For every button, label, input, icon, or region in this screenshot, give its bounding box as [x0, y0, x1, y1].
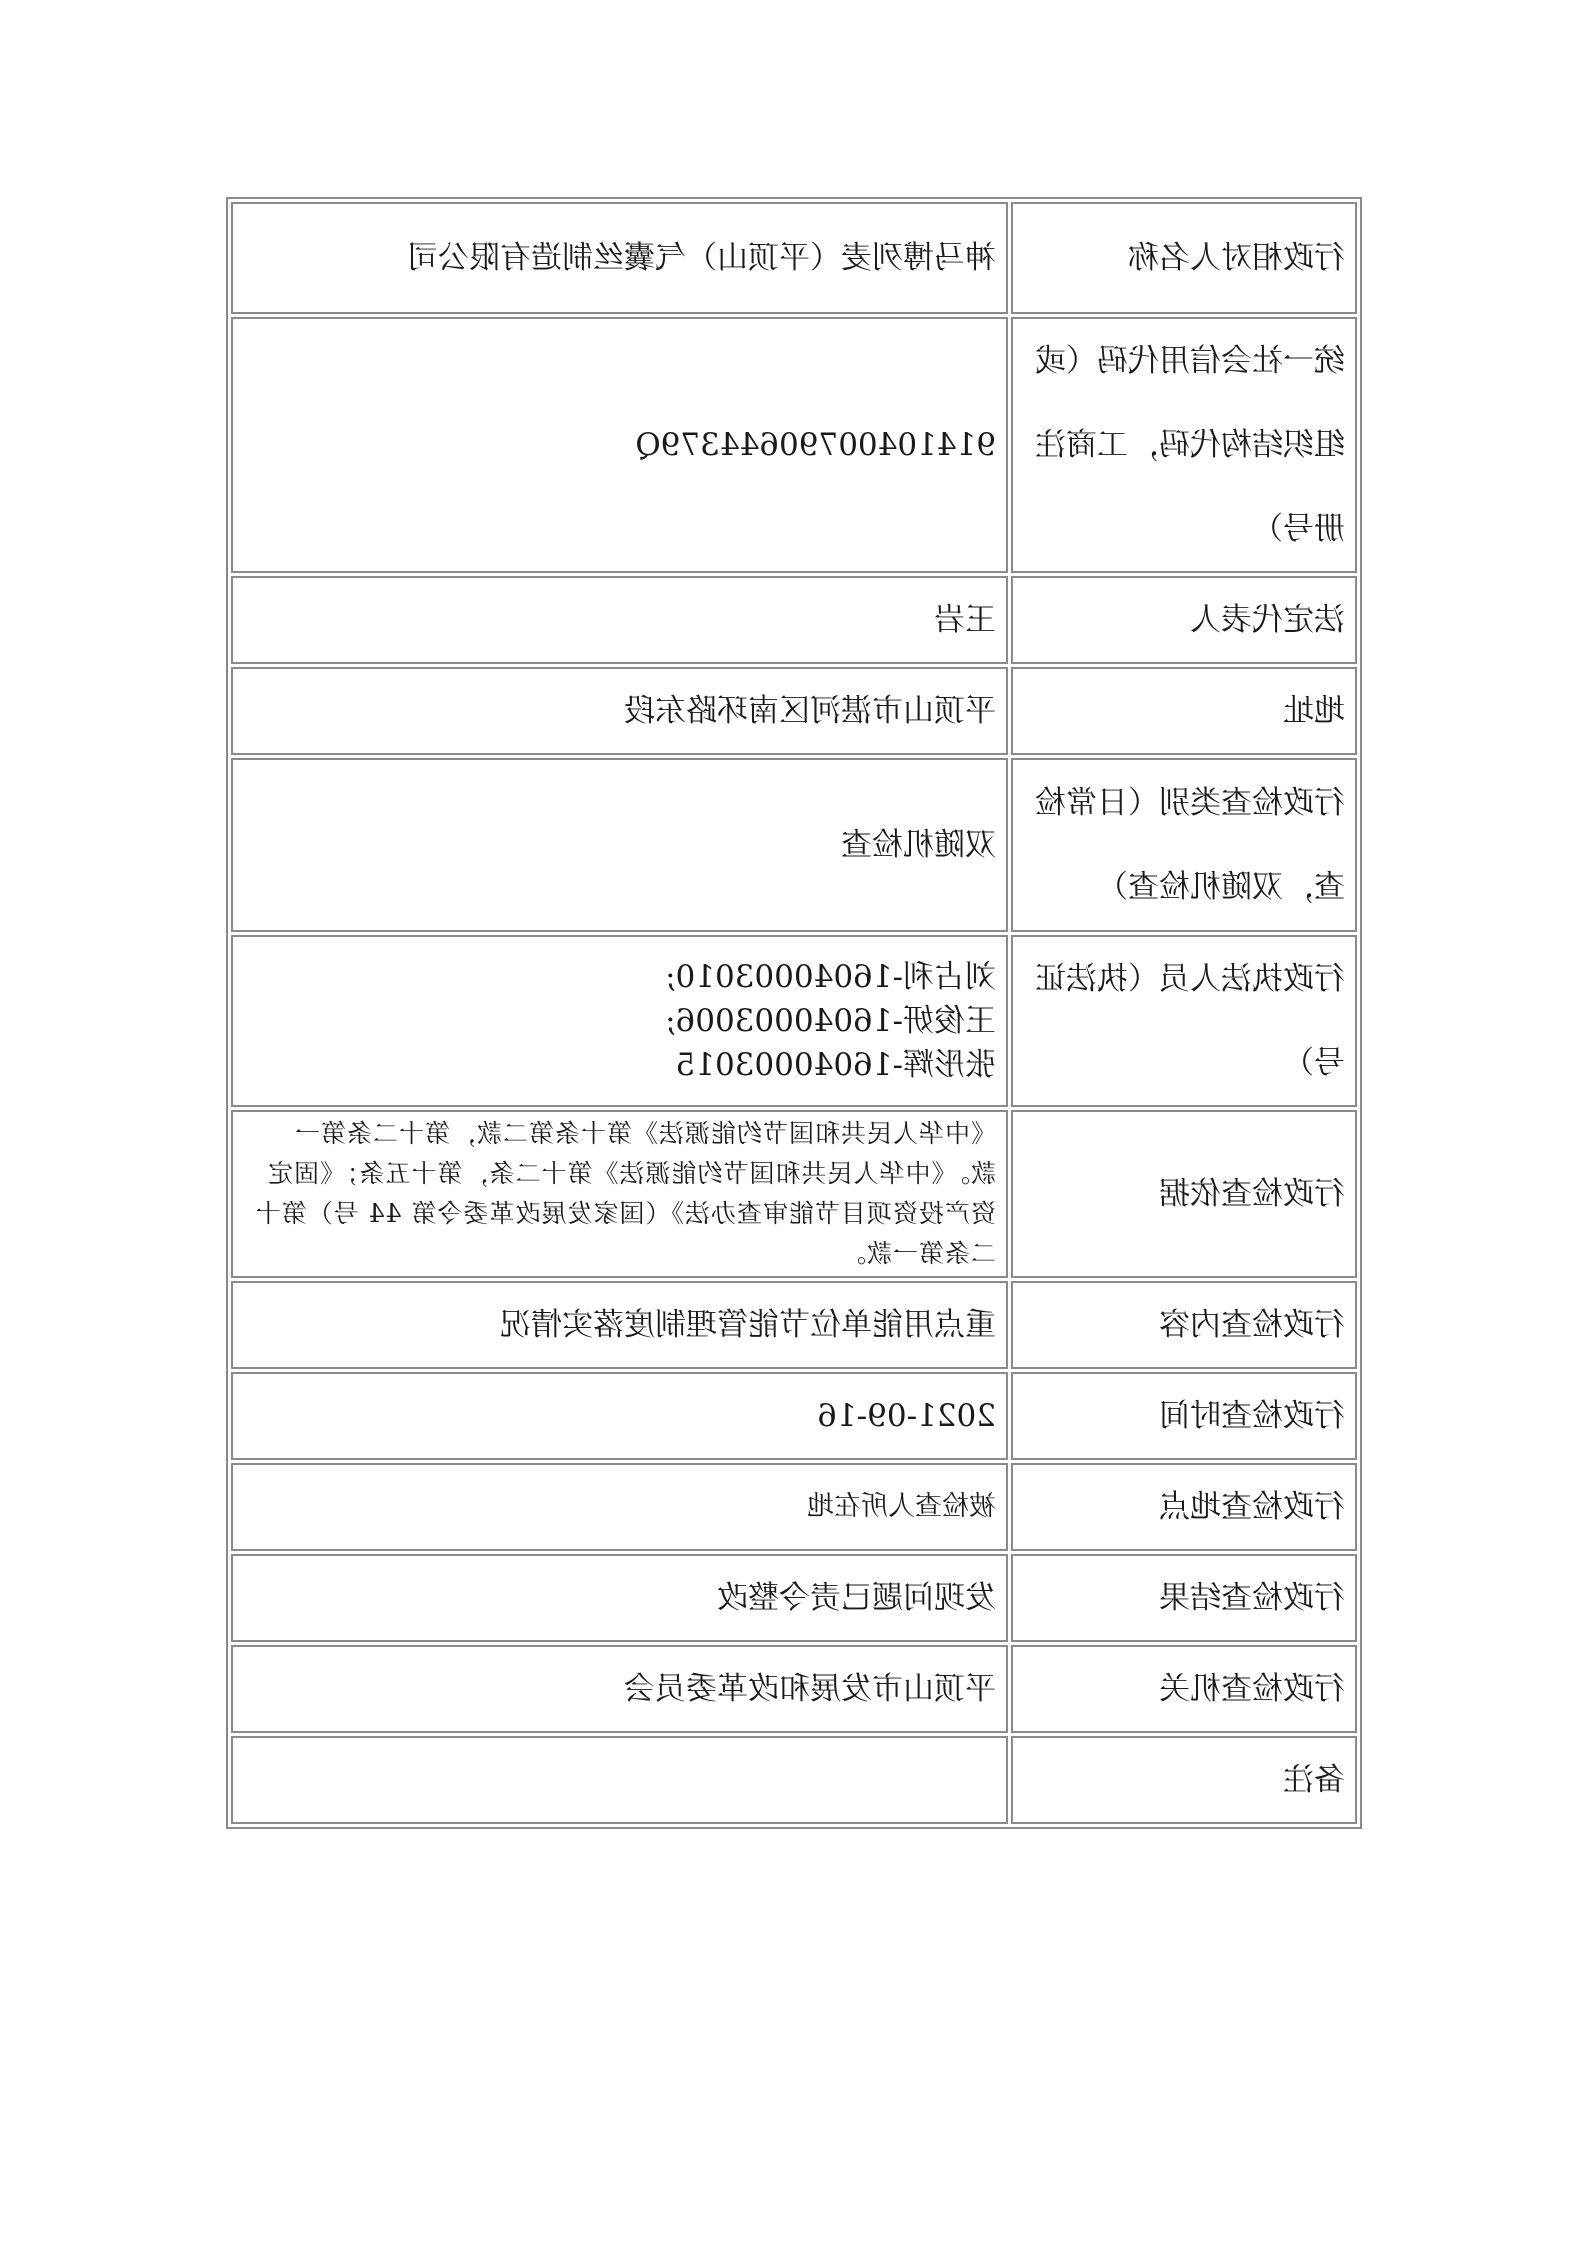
officer-entry: 王俊妍-16040003006;: [665, 1003, 996, 1039]
table-row: [231, 1554, 1357, 1642]
table-row: [231, 1372, 1357, 1460]
row-value: 平顶山市发展和改革委员会: [231, 1645, 1008, 1733]
table-row: [231, 1463, 1357, 1551]
row-label: 行政检查内容: [1011, 1281, 1357, 1369]
row-label: 行政检查类别（日常检查，双随机检查）: [1011, 758, 1357, 932]
row-label: 行政检查地点: [1011, 1463, 1357, 1551]
row-value: 平顶山市湛河区南环路东段: [231, 667, 1008, 755]
table-row: [231, 317, 1357, 573]
row-value: 被检查人所在地: [231, 1463, 1008, 1551]
row-value: 发现问题已责令整改: [231, 1554, 1008, 1642]
row-label: 行政检查结果: [1011, 1554, 1357, 1642]
table-row: [231, 576, 1357, 664]
row-label: 统一社会信用代码（或组织结构代码，工商注册号）: [1011, 317, 1357, 573]
inspection-record-table: [226, 197, 1362, 1829]
row-label: 地址: [1011, 667, 1357, 755]
row-label: 备注: [1011, 1736, 1357, 1824]
table-row: [231, 667, 1357, 755]
row-label: 行政检查依据: [1011, 1110, 1357, 1278]
row-label: 法定代表人: [1011, 576, 1357, 664]
table-row: [231, 935, 1357, 1107]
row-value: 神马博列麦（平顶山）气囊丝制造有限公司: [231, 202, 1008, 314]
table-row: [231, 1281, 1357, 1369]
officer-entry: 刘占利-16040003010;: [665, 959, 996, 995]
row-label: 行政检查机关: [1011, 1645, 1357, 1733]
row-label: 行政执法人员（执法证号）: [1011, 935, 1357, 1107]
table-row: [231, 758, 1357, 932]
table-row: [231, 1645, 1357, 1733]
table-row: [231, 1110, 1357, 1278]
row-value: [231, 1736, 1008, 1824]
row-value: [231, 935, 1008, 1107]
table-row: [231, 202, 1357, 314]
row-value: 重点用能单位节能管理制度落实情况: [231, 1281, 1008, 1369]
row-value: 双随机检查: [231, 758, 1008, 932]
row-label: 行政相对人名称: [1011, 202, 1357, 314]
row-value: 2021-09-16: [231, 1372, 1008, 1460]
row-value: 91410400790644379Q: [231, 317, 1008, 573]
row-label: 行政检查时间: [1011, 1372, 1357, 1460]
row-value: 王岩: [231, 576, 1008, 664]
officer-entry: 张彤辉-16040003015: [675, 1047, 996, 1083]
table-row: [231, 1736, 1357, 1824]
row-value: 《中华人民共和国节约能源法》第十条第二款，第十二条第一款。《中华人民共和国节约能源法》第十二条，第十五条；《固定资产投资项目节能审查办法》（国家发展改革委令第 44 号）第十二条第一款。: [231, 1110, 1008, 1278]
